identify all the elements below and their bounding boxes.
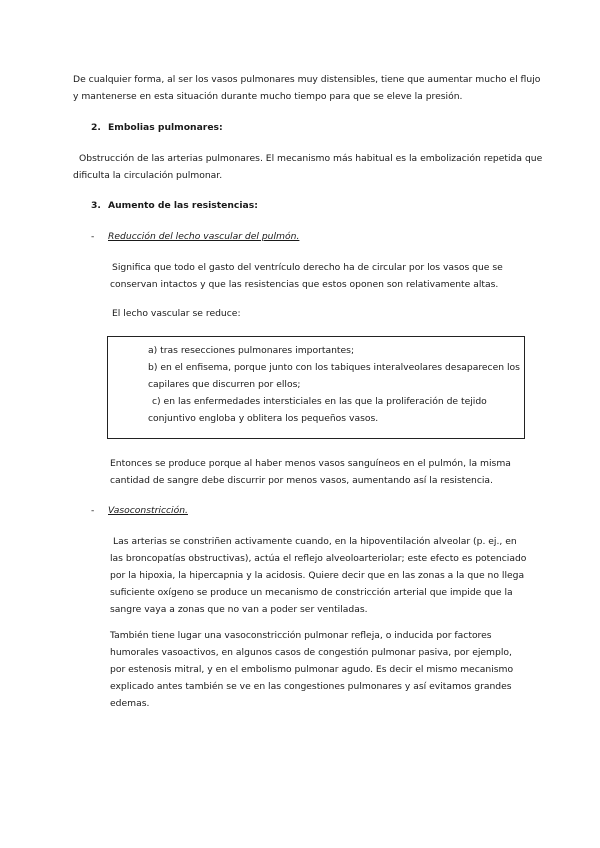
section-number: 2. (91, 122, 101, 133)
intro-paragraph: De cualquier forma, al ser los vasos pulmonares muy distensibles, tiene que aumentar mucho el flujo y mantenerse en esta situación durante mucho tiempo para que se eleve la presión. (73, 74, 541, 102)
section-title: Aumento de las resistencias: (108, 200, 258, 211)
subheading-vasoconstriccion (91, 502, 188, 519)
causes-list (148, 342, 520, 427)
bullet-dash: - (91, 505, 95, 516)
section-heading-resistencias (91, 197, 258, 214)
vasoconstriccion-paragraph-1: Las arterias se constriñen activamente cuando, en la hipoventilación alveolar (p. ej., en las broncopatías obstructivas), actúa el reflejo alveoloarteriolar; este efecto es potenciado por la hipoxia, la hipercapnia y la acidosis. Quiere decir que en las zonas a la que no llega suficiente oxígeno se produce un mecanismo de constricción arterial que impide que la sangre vaya a zonas que no van a poder ser ventiladas. (110, 536, 527, 615)
list-item: b) en el enfisema, porque junto con los tabiques interalveolares desaparecen los capilares que discurren por ellos; (148, 362, 520, 390)
subheading-reduccion (91, 228, 299, 245)
vasoconstriccion-paragraph-2: También tiene lugar una vasoconstricción pulmonar refleja, o inducida por factores humorales vasoactivos, en algunos casos de congestión pulmonar pasiva, por ejemplo, por estenosis mitral, y en el embolismo pulmonar agudo. Es decir el mismo mecanismo explicado antes también se ve en las congestiones pulmonares y así evitamos grandes edemas. (110, 630, 514, 709)
embolias-paragraph: Obstrucción de las arterias pulmonares. El mecanismo más habitual es la embolización repetida que dificulta la circulación pulmonar. (73, 153, 543, 181)
section-heading-embolias (91, 119, 223, 136)
reduccion-paragraph-2: El lecho vascular se reduce: (112, 308, 241, 319)
list-item: c) en las enfermedades intersticiales en las que la proliferación de tejido conjuntivo engloba y oblitera los pequeños vasos. (148, 396, 487, 424)
subheading-title: Vasoconstricción. (108, 505, 188, 516)
reduccion-paragraph-3: Entonces se produce porque al haber menos vasos sanguíneos en el pulmón, la misma cantidad de sangre debe discurrir por menos vasos, aumentando así la resistencia. (110, 458, 511, 486)
bullet-dash: - (91, 231, 95, 242)
section-title: Embolias pulmonares: (108, 122, 223, 133)
subheading-title: Reducción del lecho vascular del pulmón. (108, 231, 300, 242)
section-number: 3. (91, 200, 101, 211)
causes-box (107, 336, 525, 439)
list-item: a) tras resecciones pulmonares importantes; (148, 345, 355, 356)
reduccion-paragraph-1: Significa que todo el gasto del ventrículo derecho ha de circular por los vasos que se conservan intactos y que las resistencias que estos oponen son relativamente altas. (110, 262, 503, 290)
